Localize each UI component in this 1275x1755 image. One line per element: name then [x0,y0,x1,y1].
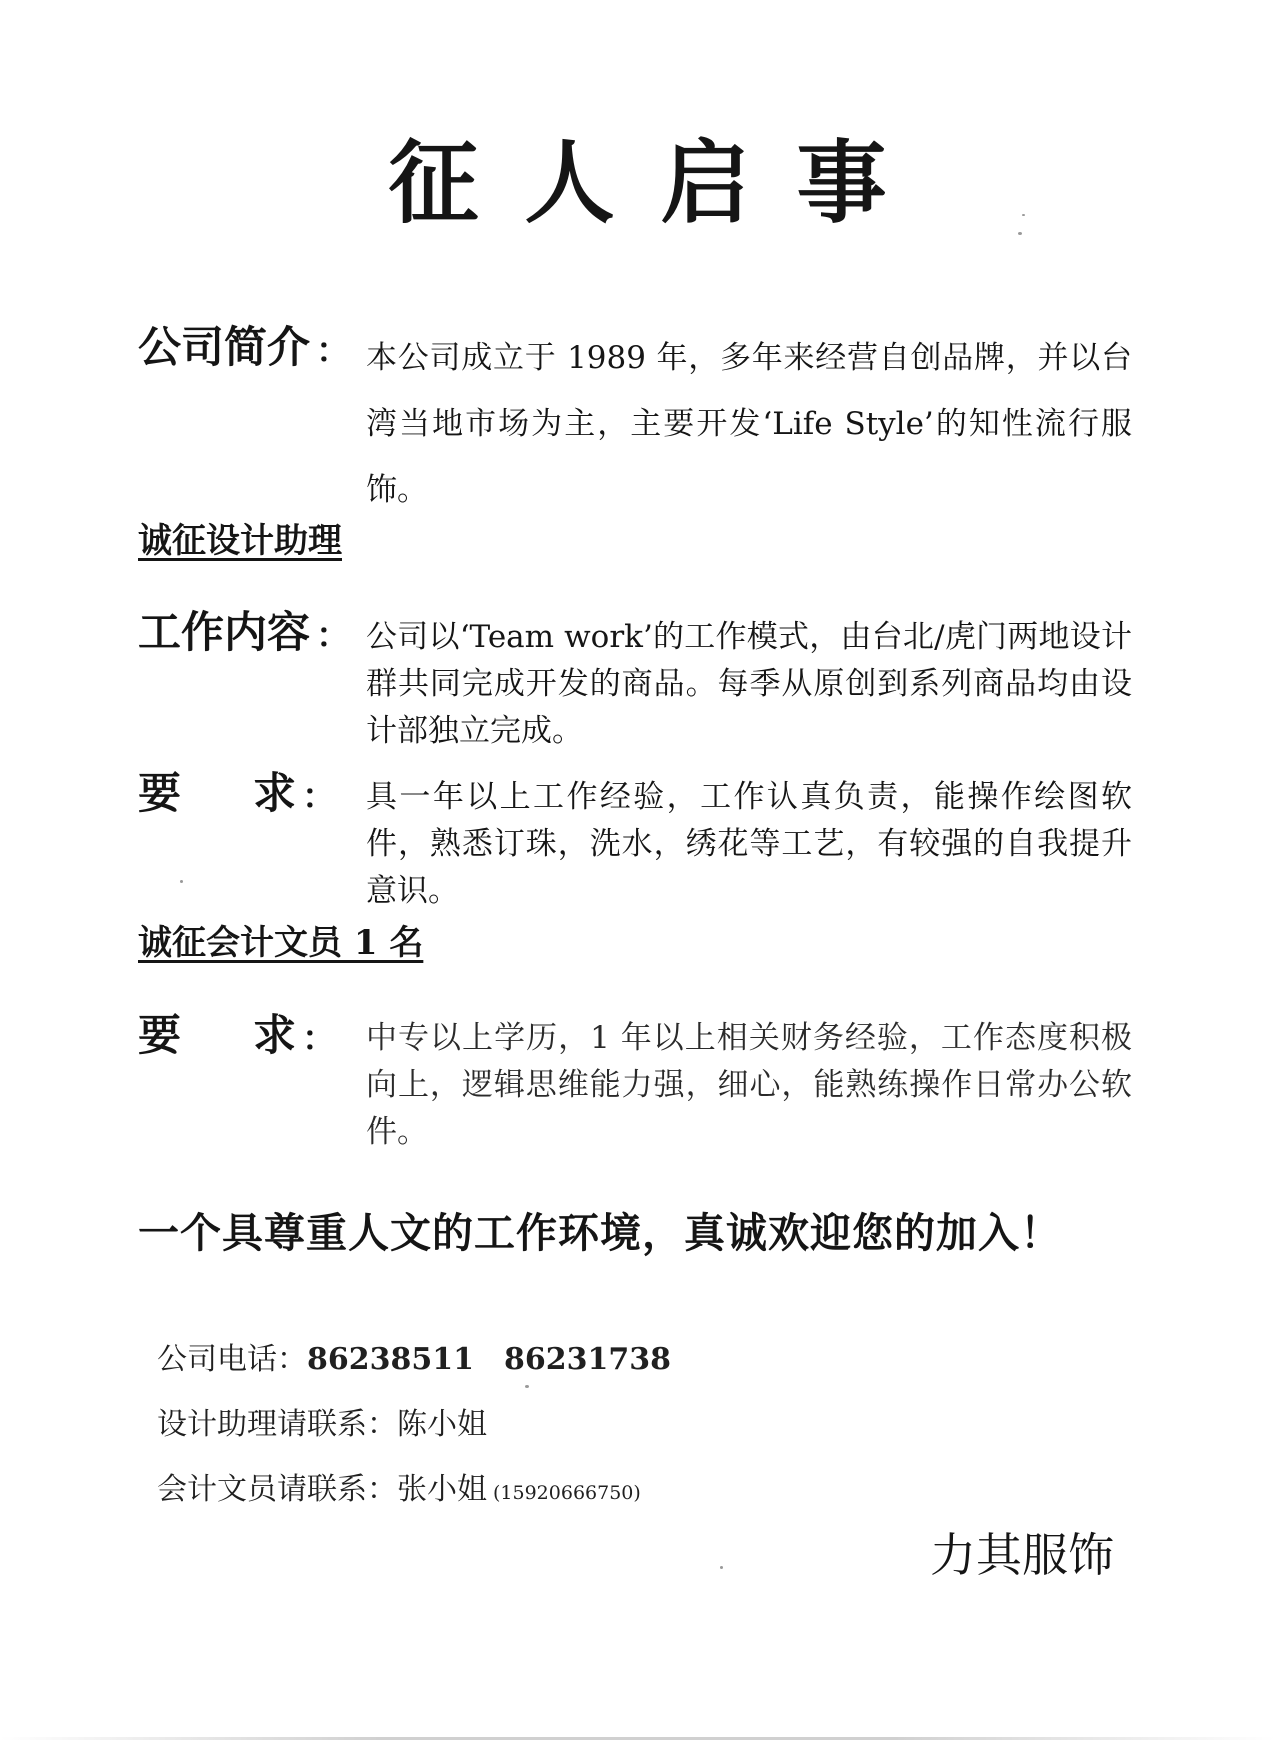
colon: ： [302,1019,336,1059]
scan-speck [180,880,183,883]
company-intro-label-text: 公司简介 [138,323,310,373]
company-phone-line [157,1338,701,1382]
requirements-text-accountant: 中专以上学历，1 年以上相关财务经验，工作态度积极向上，逻辑思维能力强，细心，能熟练操作日常办公软件。 [366,1020,1132,1150]
company-signature: 力其服饰 [930,1528,1114,1582]
design-assistant-heading: 诚征设计助理 [138,521,342,561]
requirements-label-char-2: 求 [253,1011,296,1061]
account-contact-mobile: (15920666750) [493,1482,641,1504]
scan-edge [0,1737,1275,1740]
design-contact-line: 设计助理请联系：陈小姐 [157,1407,487,1442]
account-contact-text: 会计文员请联系：张小姐 [157,1472,487,1507]
requirements-label-char-1: 要 [138,1011,181,1061]
requirements-label-accountant [138,1008,336,1067]
work-content-label-text: 工作内容 [138,608,310,658]
welcome-slogan: 一个具尊重人文的工作环境，真诚欢迎您的加入！ [138,1209,1062,1257]
requirements-text-design: 具一年以上工作经验，工作认真负责，能操作绘图软件，熟悉订珠，洗水，绣花等工艺，有较强的自我提升意识。 [366,779,1132,909]
scan-speck [1022,214,1025,216]
requirements-label-char-1: 要 [138,769,181,819]
account-contact-line [157,1468,641,1515]
page-title: 征人启事 [388,130,933,236]
colon: ： [302,777,336,817]
scan-speck [1018,232,1022,235]
company-intro-label [138,320,350,379]
work-content-label [138,605,350,664]
colon: ： [316,331,350,371]
scan-speck [720,1566,723,1569]
scan-speck [525,1385,529,1388]
company-intro-text: 本公司成立于 1989 年，多年来经营自创品牌，并以台湾当地市场为主，主要开发‘Life Style’的知性流行服饰。 [366,340,1132,508]
company-phone-label: 公司电话： [157,1342,307,1377]
requirements-label-design [138,766,336,825]
work-content-text: 公司以‘Team work’的工作模式，由台北/虎门两地设计群共同完成开发的商品。每季从原创到系列商品均由设计部独立完成。 [366,619,1132,749]
colon: ： [316,616,350,656]
company-phone-1: 86238511 [307,1342,474,1377]
company-phone-2: 86231738 [504,1342,671,1377]
requirements-label-char-2: 求 [253,769,296,819]
accountant-heading: 诚征会计文员 1 名 [138,923,424,963]
